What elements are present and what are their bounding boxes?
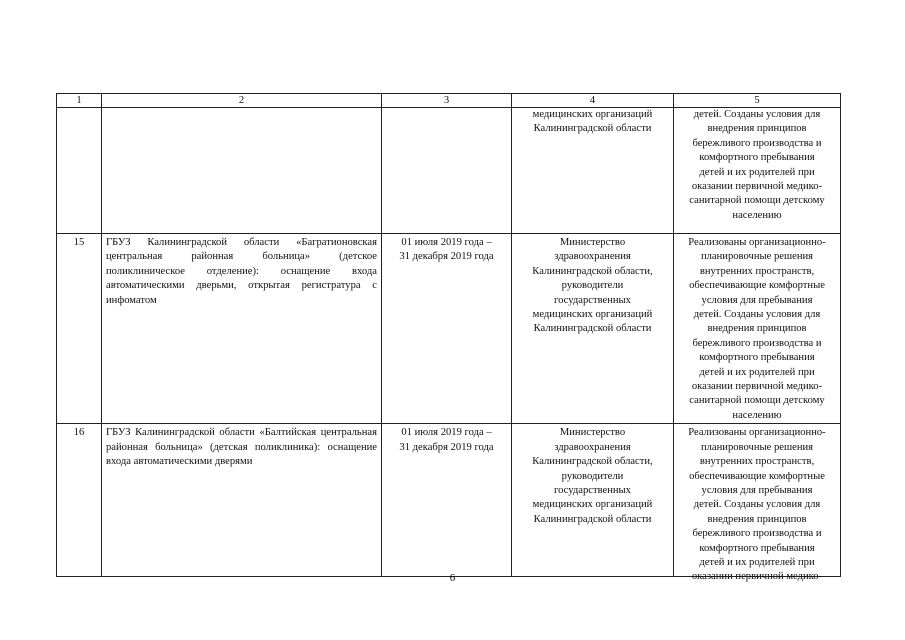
period-cell	[382, 234, 512, 424]
page-number: 6	[449, 572, 456, 584]
text-line: Реализованы организационно-	[688, 427, 826, 439]
text-line: здравоохранения	[554, 441, 631, 453]
row-number-cell: 16	[57, 424, 102, 577]
text-line: 01 июля 2019 года –	[401, 427, 492, 439]
responsible-cell	[512, 234, 674, 424]
text-line: детей. Созданы условия для	[693, 109, 821, 120]
text-line: здравоохранения	[554, 251, 631, 263]
text-line: планировочные решения	[700, 251, 814, 263]
text-line: Калининградской области,	[532, 456, 653, 468]
text-line: внедрения принципов	[707, 123, 807, 135]
text-line: комфортного пребывания	[699, 542, 815, 554]
text-line: медицинских организаций	[532, 499, 653, 511]
table-row	[57, 424, 841, 577]
column-header: 4	[512, 94, 674, 108]
row-number-cell	[57, 108, 102, 234]
text-line: детей и их родителей при	[699, 556, 815, 568]
text-line: детей и их родителей при	[699, 366, 815, 378]
text-line: руководители	[561, 280, 624, 292]
institution-cell: ГБУЗ Калининградской области «Багратионовская центральная районная больница» (детское поликлиническое отделение): оснащение входа автоматическими дверьми, открытая регистратура с инфоматом	[102, 234, 382, 424]
text-line: обеспечивающие комфортные	[689, 470, 825, 482]
text-line: государственных	[554, 484, 631, 496]
text-line: населению	[732, 409, 782, 421]
text-line: населению	[732, 209, 782, 221]
text-line: внедрения принципов	[707, 323, 807, 335]
text-line: санитарной помощи детскому	[689, 195, 825, 207]
text-line: внедрения принципов	[707, 513, 807, 525]
text-line: внутренних пространств,	[699, 456, 815, 468]
text-line: обеспечивающие комфортные	[689, 280, 825, 292]
responsible-cell	[512, 424, 674, 577]
text-line: бережливого производства и	[692, 528, 822, 540]
result-text	[678, 426, 836, 583]
text-line: оказании первичной медико-	[691, 571, 823, 583]
text-line: 31 декабря 2019 года	[399, 441, 494, 453]
text-line: 01 июля 2019 года –	[401, 237, 492, 248]
text-line: оказании первичной медико-	[691, 381, 823, 393]
text-line: бережливого производства и	[692, 137, 822, 149]
text-line: детей. Созданы условия для	[693, 309, 821, 321]
text-line: медицинских организаций	[532, 109, 653, 120]
text-line: внутренних пространств,	[699, 265, 815, 277]
table-header-row	[57, 94, 841, 108]
result-cell	[674, 424, 841, 583]
document-table	[56, 93, 841, 583]
period-cell	[382, 108, 512, 234]
row-number-cell: 15	[57, 234, 102, 424]
text-line: оказании первичной медико-	[691, 181, 823, 193]
institution-cell	[102, 108, 382, 234]
text-line: условия для пребывания	[701, 294, 813, 306]
result-cell	[674, 108, 841, 234]
column-header: 1	[57, 94, 102, 108]
text-line: комфортного пребывания	[699, 152, 815, 164]
column-header: 5	[674, 94, 841, 108]
text-line: Калининградской области	[533, 513, 652, 525]
text-line: бережливого производства и	[692, 337, 822, 349]
column-header: 3	[382, 94, 512, 108]
text-line: руководители	[561, 470, 624, 482]
column-header: 2	[102, 94, 382, 108]
text-line: детей и их родителей при	[699, 166, 815, 178]
institution-cell: ГБУЗ Калининградской области «Балтийская центральная районная больница» (детская поликлиника): оснащение входа автоматическими дверями	[102, 424, 382, 577]
text-line: комфортного пребывания	[699, 352, 815, 364]
period-cell	[382, 424, 512, 577]
text-line: детей. Созданы условия для	[693, 499, 821, 511]
responsible-cell	[512, 108, 674, 234]
result-cell	[674, 234, 841, 424]
table-row	[57, 108, 841, 234]
table-row	[57, 234, 841, 424]
text-line: санитарной помощи детскому	[689, 395, 825, 407]
text-line: государственных	[554, 294, 631, 306]
text-line: Калининградской области	[533, 323, 652, 335]
text-line: Министерство	[559, 237, 626, 248]
text-line: Министерство	[559, 427, 626, 439]
text-line: 31 декабря 2019 года	[399, 251, 494, 263]
text-line: Калининградской области,	[532, 265, 653, 277]
text-line: планировочные решения	[700, 441, 814, 453]
text-line: условия для пребывания	[701, 484, 813, 496]
text-line: медицинских организаций	[532, 309, 653, 321]
text-line: Реализованы организационно-	[688, 237, 826, 248]
text-line: Калининградской области	[533, 123, 652, 135]
